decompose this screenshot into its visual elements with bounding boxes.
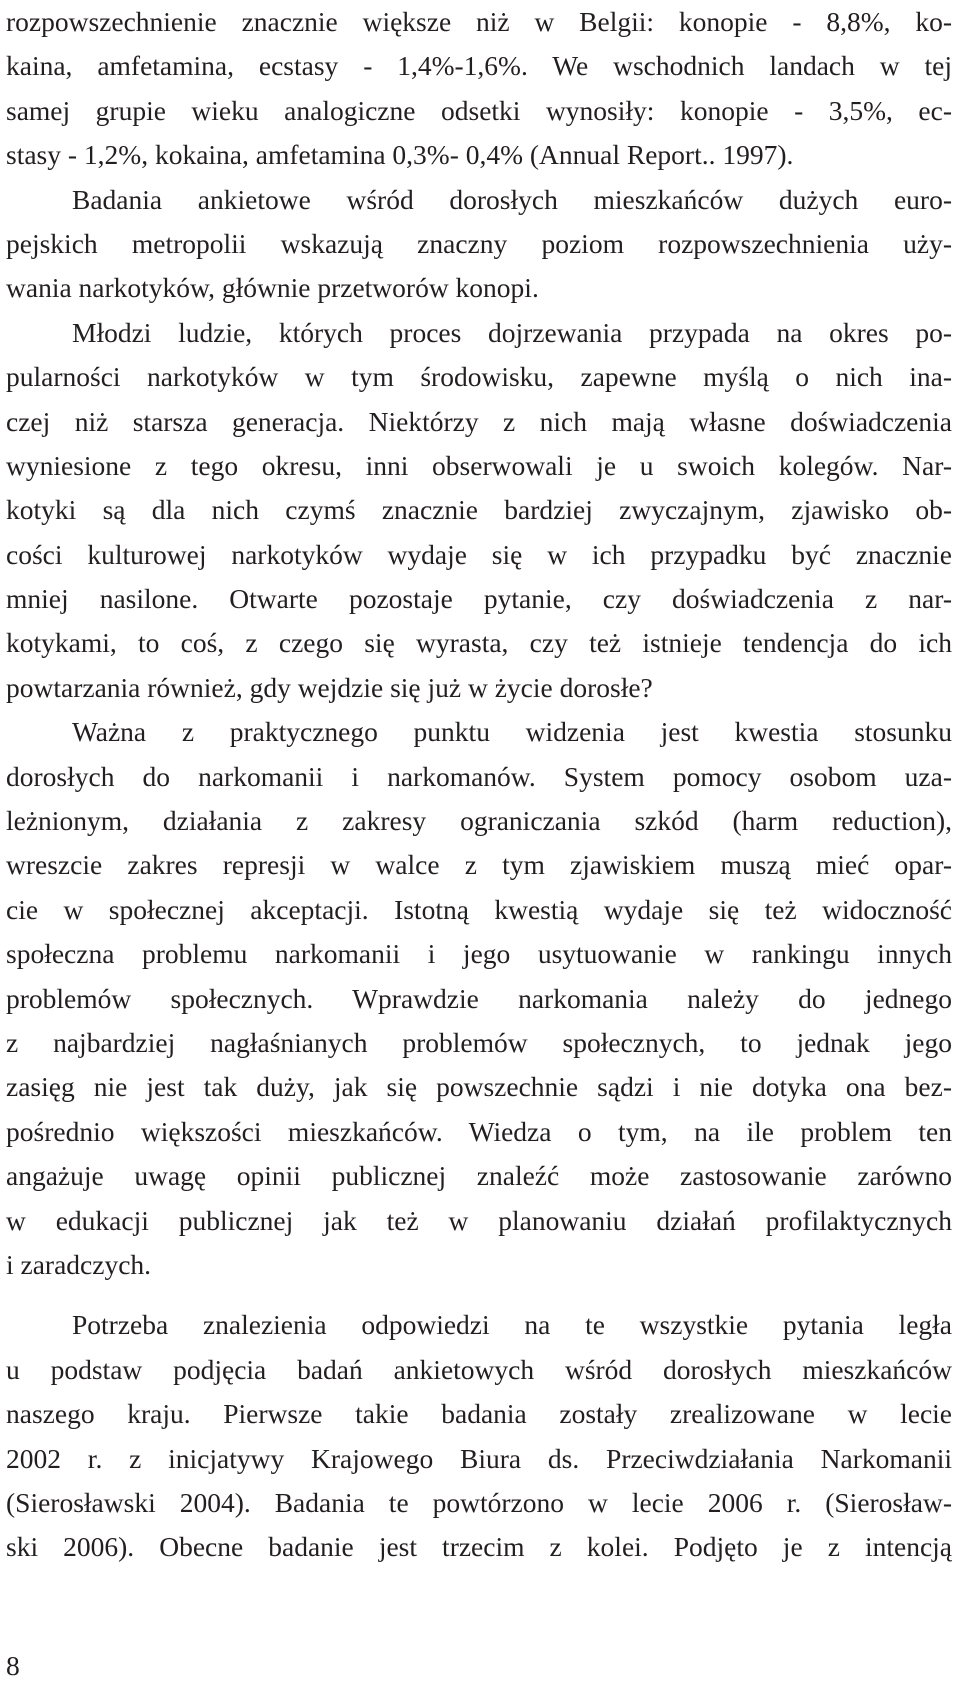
text-line: 2002 r. z inicjatywy Krajowego Biura ds. Przeciwdziałania Narkomanii [6, 1442, 952, 1474]
text-line: ski 2006). Obecne badanie jest trzecim z kolei. Podjęto je z intencją [6, 1531, 952, 1563]
text-line: pośrednio większości mieszkańców. Wiedza o tym, na ile problem ten [6, 1115, 952, 1147]
text-line: czej niż starsza generacja. Niektórzy z nich mają własne doświadczenia [6, 405, 952, 437]
text-line: pejskich metropolii wskazują znaczny poziom rozpowszechnienia uży- [6, 227, 952, 259]
text-line: kotyki są dla nich czymś znacznie bardziej zwyczajnym, zjawisko ob- [6, 494, 952, 526]
text-line: z najbardziej nagłaśnianych problemów społecznych, to jednak jego [6, 1026, 952, 1058]
text-line: naszego kraju. Pierwsze takie badania zostały zrealizowane w lecie [6, 1398, 952, 1430]
text-line: pularności narkotyków w tym środowisku, zapewne myślą o nich ina- [6, 361, 952, 393]
text-line: angażuje uwagę opinii publicznej znaleźć może zastosowanie zarówno [6, 1160, 952, 1192]
text-line: Ważna z praktycznego punktu widzenia jest kwestia stosunku [72, 716, 952, 748]
text-line: samej grupie wieku analogiczne odsetki wynosiły: konopie - 3,5%, ec- [6, 94, 952, 126]
text-line: mniej nasilone. Otwarte pozostaje pytanie, czy doświadczenia z nar- [6, 583, 952, 615]
text-line: cości kulturowej narkotyków wydaje się w ich przypadku być znacznie [6, 538, 952, 570]
text-line: kotykami, to coś, z czego się wyrasta, czy też istnieje tendencja do ich [6, 627, 952, 659]
text-line: zasięg nie jest tak duży, jak się powszechnie sądzi i nie dotyka ona bez- [6, 1071, 952, 1103]
text-line: rozpowszechnienie znacznie większe niż w Belgii: konopie - 8,8%, ko- [6, 6, 952, 37]
page-number: 8 [6, 1650, 20, 1681]
text-line: wreszcie zakres represji w walce z tym zjawiskiem muszą mieć opar- [6, 849, 952, 881]
text-line: i zaradczych. [6, 1248, 152, 1280]
text-line: społeczna problemu narkomanii i jego usytuowanie w rankingu innych [6, 938, 952, 970]
text-line: powtarzania również, gdy wejdzie się już w życie dorosłe? [6, 671, 653, 703]
text-line: leżnionym, działania z zakresy ograniczania szkód (harm reduction), [6, 805, 952, 837]
text-line: Potrzeba znalezienia odpowiedzi na te wszystkie pytania legła [72, 1309, 952, 1341]
text-line: stasy - 1,2%, kokaina, amfetamina 0,3%- 0,4% (Annual Report.. 1997). [6, 139, 794, 171]
text-line: wyniesione z tego okresu, inni obserwowali je u swoich kolegów. Nar- [6, 449, 952, 481]
text-line: Młodzi ludzie, których proces dojrzewania przypada na okres po- [72, 316, 952, 348]
text-line: cie w społecznej akceptacji. Istotną kwestią wydaje się też widoczność [6, 893, 952, 925]
text-line: problemów społecznych. Wprawdzie narkomania należy do jednego [6, 982, 952, 1014]
document-body [6, 0, 952, 1570]
text-line: wania narkotyków, głównie przetworów konopi. [6, 272, 539, 304]
text-line: Badania ankietowe wśród dorosłych mieszkańców dużych euro- [72, 183, 952, 215]
text-line: dorosłych do narkomanii i narkomanów. System pomocy osobom uza- [6, 760, 952, 792]
text-line: (Sierosławski 2004). Badania te powtórzono w lecie 2006 r. (Sierosław- [6, 1486, 952, 1518]
text-line: w edukacji publicznej jak też w planowaniu działań profilaktycznych [6, 1204, 952, 1236]
text-line: u podstaw podjęcia badań ankietowych wśród dorosłych mieszkańców [6, 1353, 952, 1385]
text-line: kaina, amfetamina, ecstasy - 1,4%-1,6%. We wschodnich landach w tej [6, 50, 952, 82]
